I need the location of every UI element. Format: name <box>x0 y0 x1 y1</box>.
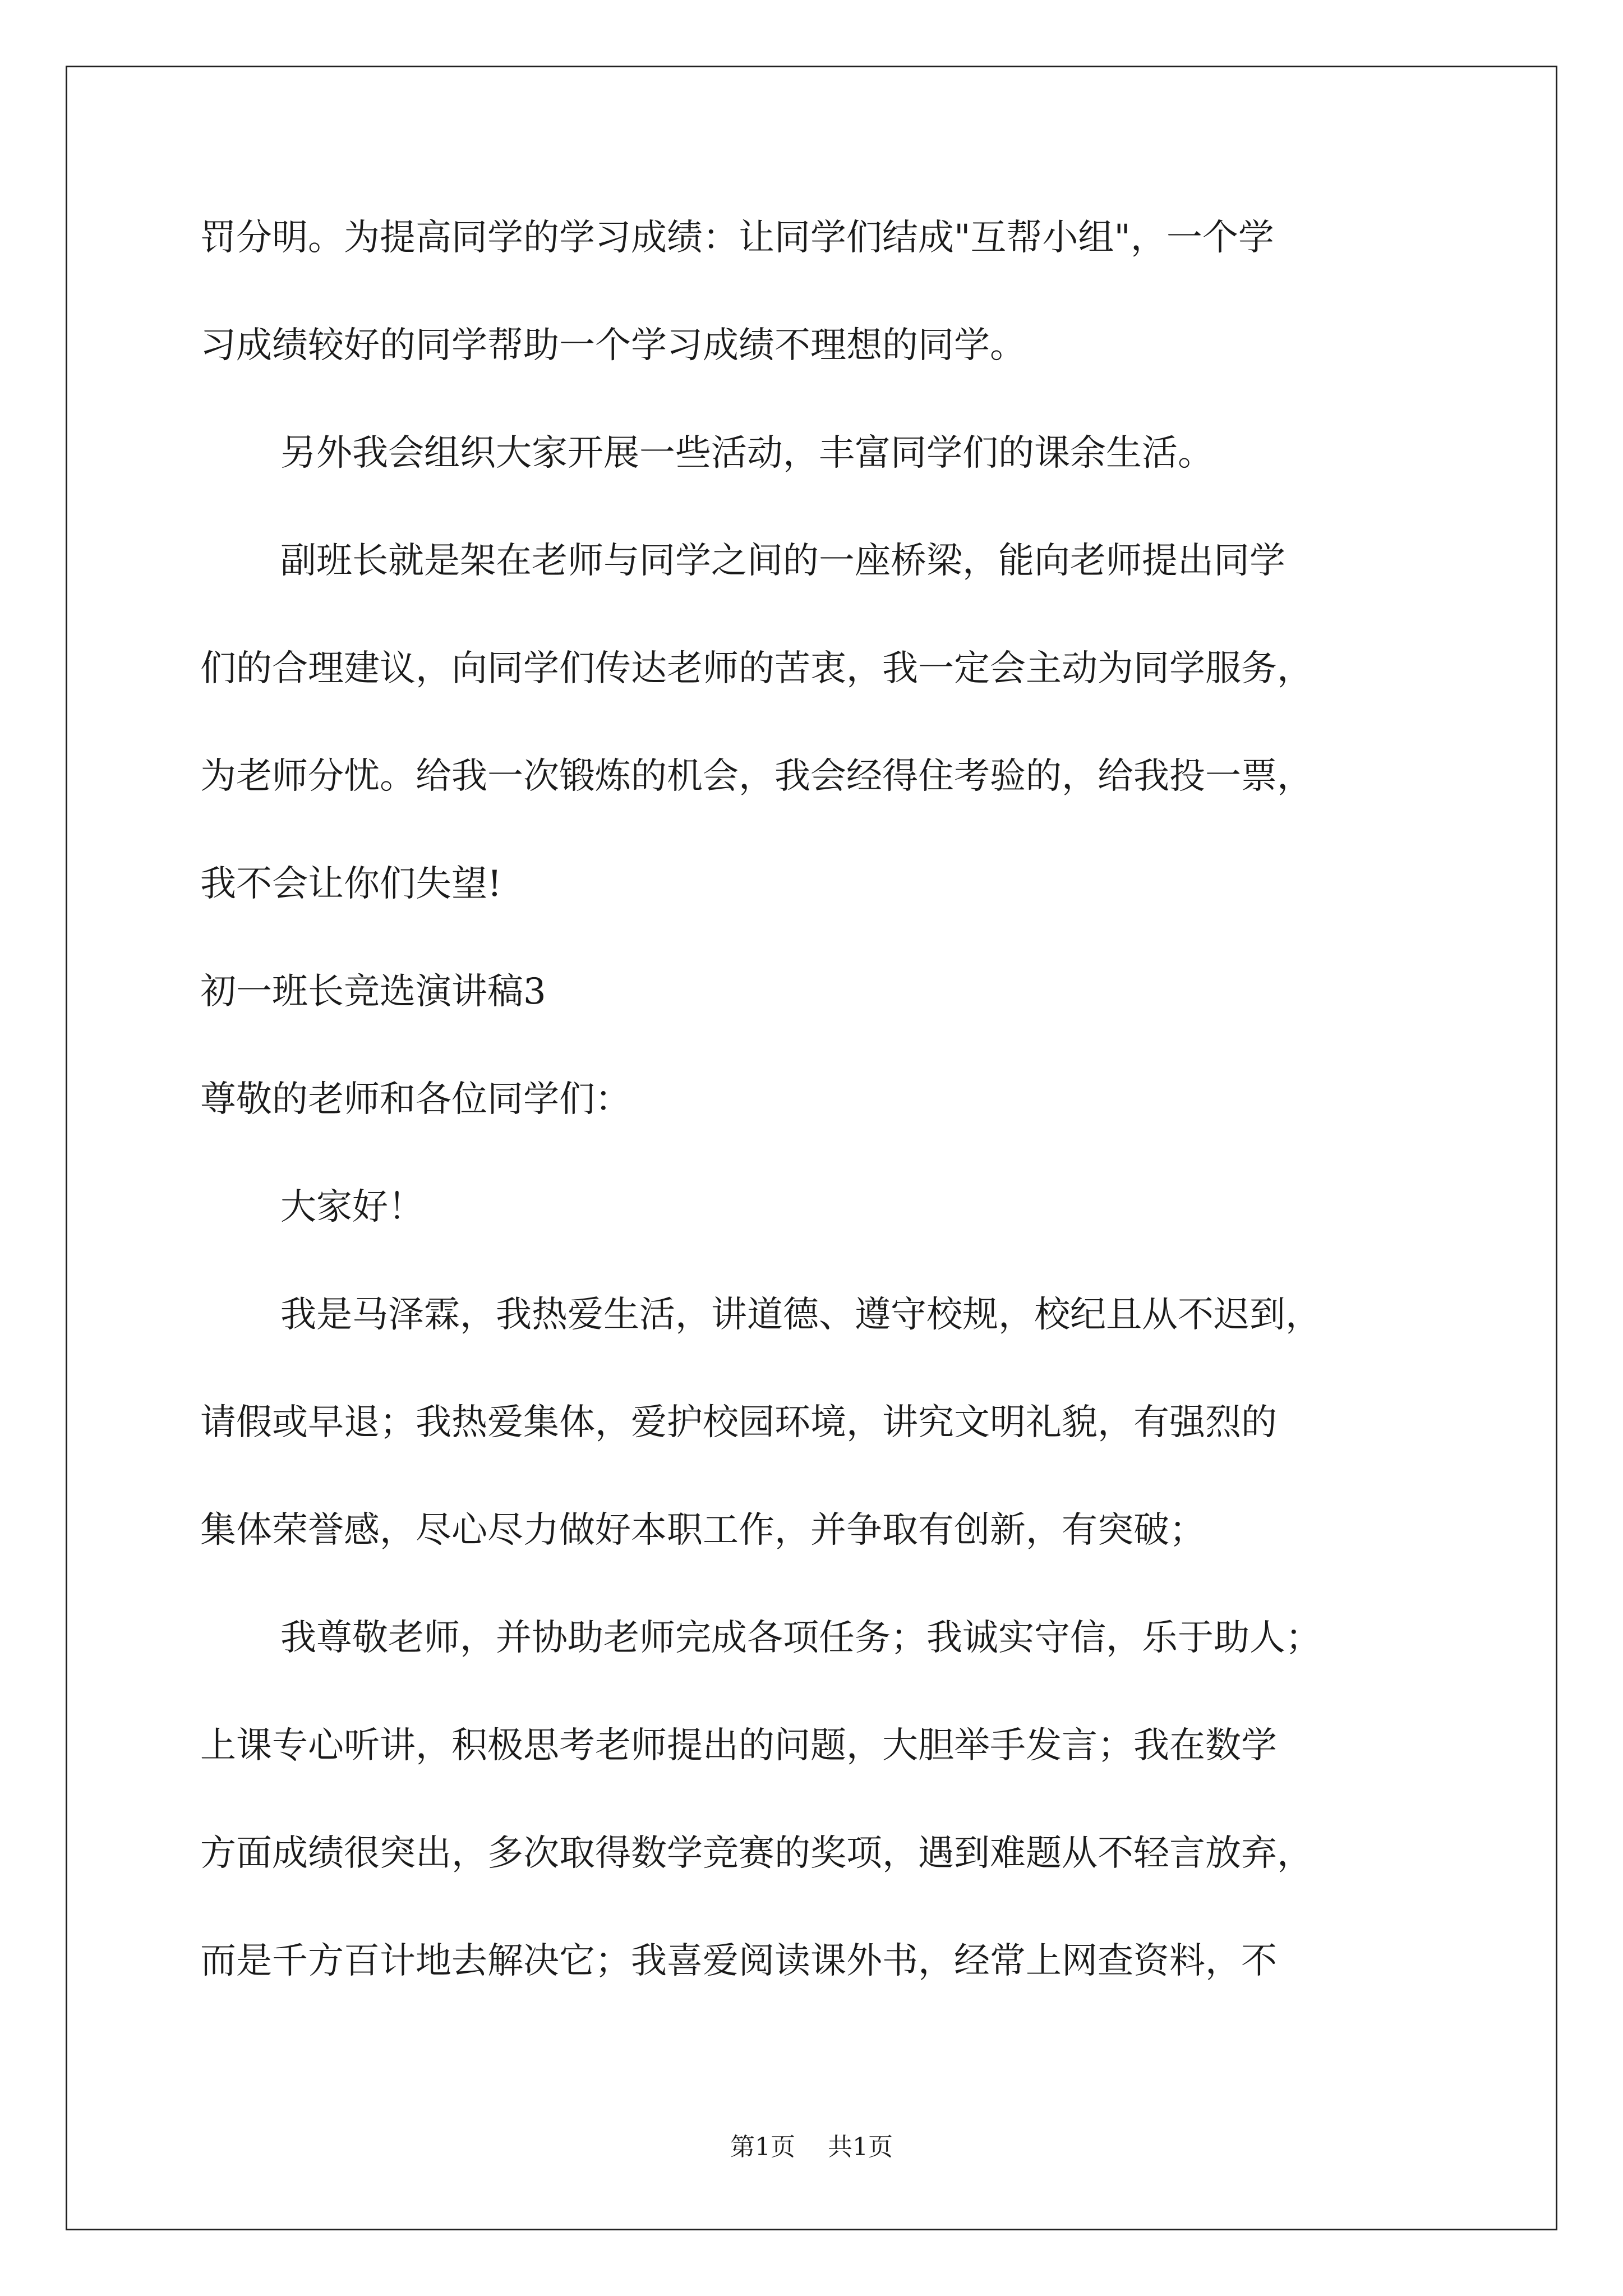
text-line: 方面成绩很突出，多次取得数学竞赛的奖项，遇到难题从不轻言放弃， <box>200 1833 1313 1874</box>
text-line: 集体荣誉感，尽心尽力做好本职工作，并争取有创新，有突破； <box>200 1510 1205 1551</box>
text-line: 而是千方百计地去解决它；我喜爱阅读课外书，经常上网查资料，不 <box>200 1940 1277 1982</box>
text-line: 副班长就是架在老师与同学之间的一座桥梁，能向老师提出同学 <box>280 540 1285 582</box>
text-line: 们的合理建议，向同学们传达老师的苦衷，我一定会主动为同学服务， <box>200 648 1313 689</box>
page-total: 共1页 <box>828 2133 893 2161</box>
section-heading: 初一班长竞选演讲稿3 <box>200 971 546 1013</box>
text-line: 我不会让你们失望! <box>200 863 502 905</box>
text-line: 我是马泽霖，我热爱生活，讲道德、遵守校规，校纪且从不迟到， <box>280 1294 1321 1336</box>
text-line: 我尊敬老师，并协助老师完成各项任务；我诚实守信，乐于助人； <box>280 1617 1321 1659</box>
page-footer <box>0 2131 1623 2164</box>
page-border <box>66 66 1557 2230</box>
text-line: 罚分明。为提高同学的学习成绩：让同学们结成"互帮小组"，一个学 <box>200 217 1274 259</box>
text-line: 请假或早退；我热爱集体，爱护校园环境，讲究文明礼貌，有强烈的 <box>200 1402 1277 1443</box>
page-number: 第1页 <box>730 2133 795 2161</box>
greeting: 大家好！ <box>280 1186 424 1228</box>
salutation: 尊敬的老师和各位同学们： <box>200 1079 631 1120</box>
text-line: 习成绩较好的同学帮助一个学习成绩不理想的同学。 <box>200 325 1026 366</box>
text-line: 另外我会组织大家开展一些活动，丰富同学们的课余生活。 <box>280 432 1214 474</box>
text-line: 上课专心听讲，积极思考老师提出的问题，大胆举手发言；我在数学 <box>200 1725 1277 1766</box>
text-line: 为老师分忧。给我一次锻炼的机会，我会经得住考验的，给我投一票， <box>200 756 1313 797</box>
